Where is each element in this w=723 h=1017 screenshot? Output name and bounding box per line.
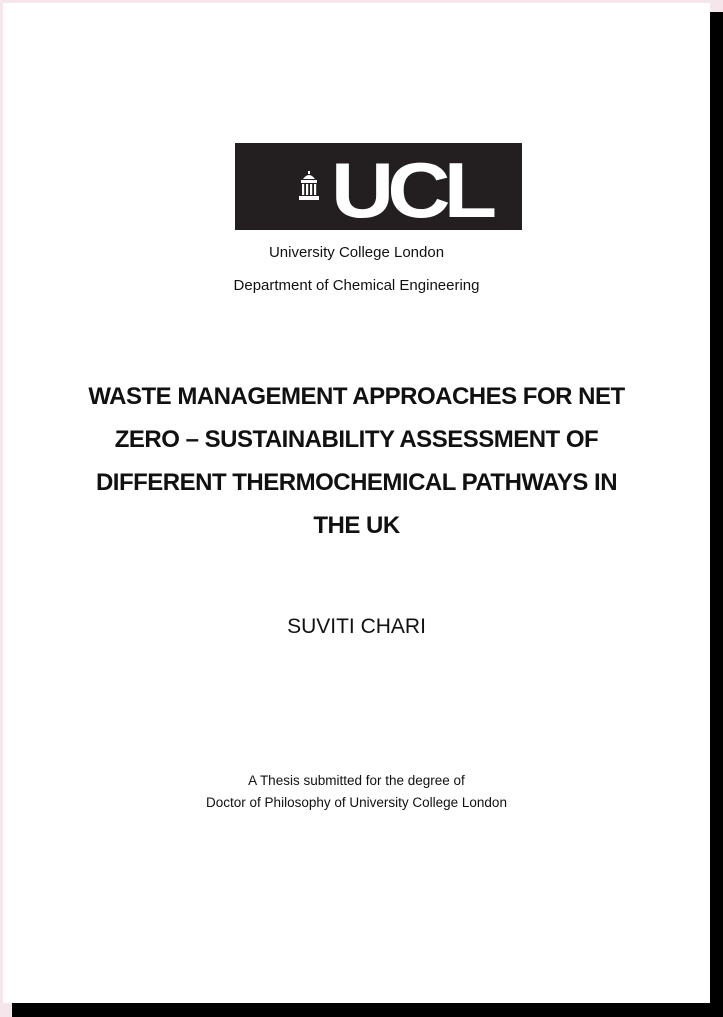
submission-statement-line: Doctor of Philosophy of University College London	[206, 795, 507, 810]
author-name: SUVITI CHARI	[287, 615, 426, 638]
thesis-title-line: DIFFERENT THERMOCHEMICAL PATHWAYS IN	[95, 469, 618, 496]
submission-statement-line: A Thesis submitted for the degree of	[248, 773, 465, 788]
thesis-title-line: ZERO – SUSTAINABILITY ASSESSMENT OF	[114, 426, 599, 453]
institution-name: University College London	[268, 244, 445, 261]
thesis-title-line: WASTE MANAGEMENT APPROACHES FOR NET	[88, 383, 625, 410]
thesis-title	[3, 375, 710, 547]
thesis-title-line: THE UK	[313, 512, 400, 539]
portico-building-icon	[297, 171, 321, 201]
thesis-cover-page	[3, 3, 710, 1003]
department-name: Department of Chemical Engineering	[233, 277, 480, 294]
ucl-logo	[235, 143, 522, 234]
ucl-logo-text: UCL	[331, 146, 491, 234]
